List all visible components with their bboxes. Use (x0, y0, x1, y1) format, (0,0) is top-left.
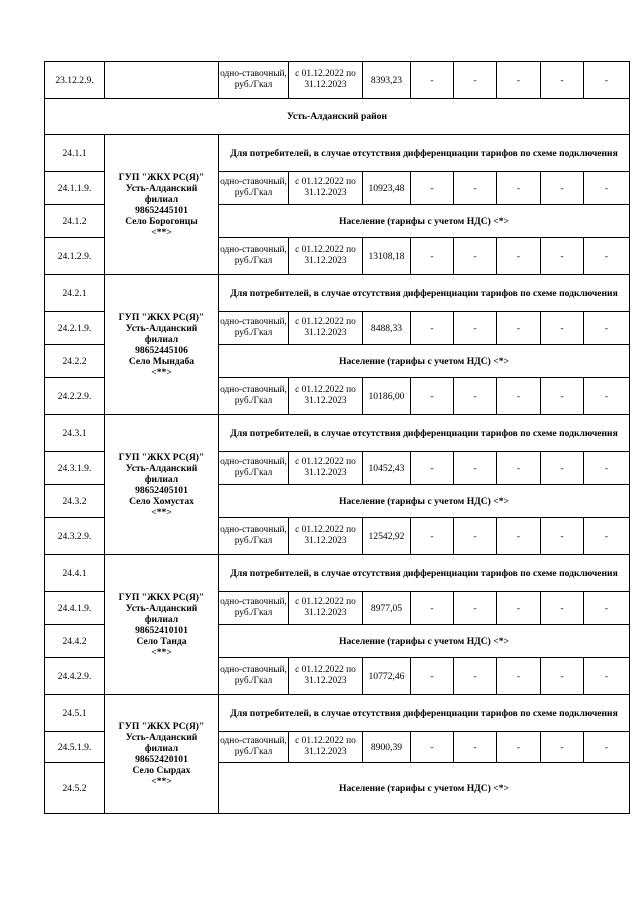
dash-cell: - (497, 592, 541, 625)
row-code: 24.2.2 (45, 345, 105, 378)
table-row (45, 415, 630, 452)
table-row (45, 695, 630, 732)
dash-cell: - (584, 658, 630, 695)
period-cell: с 01.12.2022 по 31.12.2023 (289, 238, 363, 275)
dash-cell: - (411, 452, 454, 485)
tariff-value: 10186,00 (363, 378, 411, 415)
category-consumers: Для потребителей, в случае отсутствия дифференциации тарифов по схеме подключения (219, 275, 630, 312)
dash-cell: - (411, 312, 454, 345)
dash-cell: - (411, 592, 454, 625)
dash-cell: - (584, 378, 630, 415)
dash-cell: - (497, 658, 541, 695)
table-body (45, 62, 630, 814)
row-code: 24.1.1.9. (45, 172, 105, 205)
dash-cell: - (584, 732, 630, 763)
row-code: 24.5.1 (45, 695, 105, 732)
org-cell (105, 555, 219, 695)
org-line: Село Мындаба (128, 355, 195, 367)
org-line: Усть-Алданский (125, 182, 198, 194)
org-line: <**> (151, 366, 172, 378)
org-line: 98652410101 (135, 624, 188, 636)
org-line: филиал (144, 613, 179, 625)
org-line: 98652405101 (135, 484, 188, 496)
table-row (45, 135, 630, 172)
org-line: ГУП "ЖКХ РС(Я)" (118, 311, 205, 323)
dash-cell: - (541, 732, 584, 763)
row-code: 24.2.2.9. (45, 378, 105, 415)
dash-cell: - (411, 732, 454, 763)
dash-cell: - (497, 62, 541, 99)
org-line: <**> (151, 776, 172, 787)
table-row (45, 62, 630, 99)
period-cell: с 01.12.2022 по 31.12.2023 (289, 312, 363, 345)
org-cell (105, 415, 219, 555)
row-code: 24.5.2 (45, 763, 105, 814)
dash-cell: - (497, 732, 541, 763)
category-consumers: Для потребителей, в случае отсутствия дифференциации тарифов по схеме подключения (219, 555, 630, 592)
tariff-value: 8900,39 (363, 732, 411, 763)
tariff-value: 8393,23 (363, 62, 411, 99)
period-cell: с 01.12.2022 по 31.12.2023 (289, 658, 363, 695)
dash-cell: - (541, 172, 584, 205)
org-line: 98652445106 (135, 344, 188, 356)
unit-cell: одно-ставочный, руб./Гкал (219, 62, 289, 99)
org-line: Село Хомустах (129, 495, 194, 507)
unit-cell: одно-ставочный, руб./Гкал (219, 518, 289, 555)
dash-cell: - (541, 592, 584, 625)
dash-cell: - (411, 238, 454, 275)
dash-cell: - (411, 172, 454, 205)
dash-cell: - (454, 378, 497, 415)
row-code: 24.2.1 (45, 275, 105, 312)
row-code: 24.3.1.9. (45, 452, 105, 485)
org-line: Село Борогонцы (125, 215, 198, 227)
org-line: филиал (144, 473, 179, 485)
org-line: 98652420101 (135, 754, 188, 765)
period-cell: с 01.12.2022 по 31.12.2023 (289, 732, 363, 763)
dash-cell: - (584, 62, 630, 99)
org-line: филиал (144, 743, 179, 754)
dash-cell: - (454, 658, 497, 695)
tariff-value: 10923,48 (363, 172, 411, 205)
tariff-value: 13108,18 (363, 238, 411, 275)
org-line: филиал (144, 193, 179, 205)
period-cell: с 01.12.2022 по 31.12.2023 (289, 172, 363, 205)
org-line: ГУП "ЖКХ РС(Я)" (118, 591, 205, 603)
org-line: <**> (151, 646, 172, 658)
dash-cell: - (411, 62, 454, 99)
dash-cell: - (541, 518, 584, 555)
row-code: 24.5.1.9. (45, 732, 105, 763)
org-cell (105, 135, 219, 275)
row-code: 24.3.2.9. (45, 518, 105, 555)
dash-cell: - (584, 312, 630, 345)
period-cell: с 01.12.2022 по 31.12.2023 (289, 452, 363, 485)
row-code: 24.3.1 (45, 415, 105, 452)
row-code: 24.4.2.9. (45, 658, 105, 695)
district-row (45, 99, 630, 135)
dash-cell: - (454, 62, 497, 99)
dash-cell: - (584, 452, 630, 485)
dash-cell: - (541, 452, 584, 485)
dash-cell: - (541, 238, 584, 275)
org-line: Усть-Алданский (125, 462, 198, 474)
tariff-value: 12542,92 (363, 518, 411, 555)
dash-cell: - (584, 518, 630, 555)
dash-cell: - (497, 172, 541, 205)
category-population: Население (тарифы с учетом НДС) <*> (219, 485, 630, 518)
org-line: <**> (151, 506, 172, 518)
unit-cell: одно-ставочный, руб./Гкал (219, 238, 289, 275)
dash-cell: - (497, 378, 541, 415)
table-row (45, 275, 630, 312)
tariff-value: 8977,05 (363, 592, 411, 625)
dash-cell: - (454, 732, 497, 763)
period-cell: с 01.12.2022 по 31.12.2023 (289, 592, 363, 625)
dash-cell: - (454, 518, 497, 555)
tariff-value: 10452,43 (363, 452, 411, 485)
dash-cell: - (411, 658, 454, 695)
dash-cell: - (411, 378, 454, 415)
dash-cell: - (541, 312, 584, 345)
period-cell: с 01.12.2022 по 31.12.2023 (289, 378, 363, 415)
dash-cell: - (584, 172, 630, 205)
category-consumers: Для потребителей, в случае отсутствия дифференциации тарифов по схеме подключения (219, 415, 630, 452)
dash-cell: - (541, 658, 584, 695)
unit-cell: одно-ставочный, руб./Гкал (219, 452, 289, 485)
org-line: Село Танда (136, 635, 187, 647)
org-line: филиал (144, 333, 179, 345)
row-code: 24.4.2 (45, 625, 105, 658)
row-code: 24.2.1.9. (45, 312, 105, 345)
unit-cell: одно-ставочный, руб./Гкал (219, 172, 289, 205)
district-title: Усть-Алданский район (45, 99, 630, 135)
dash-cell: - (454, 238, 497, 275)
row-code: 24.1.2.9. (45, 238, 105, 275)
dash-cell: - (454, 592, 497, 625)
unit-cell: одно-ставочный, руб./Гкал (219, 312, 289, 345)
org-line: ГУП "ЖКХ РС(Я)" (118, 451, 205, 463)
tariff-table (44, 61, 630, 814)
category-population: Население (тарифы с учетом НДС) <*> (219, 205, 630, 238)
org-cell (105, 62, 219, 99)
dash-cell: - (454, 452, 497, 485)
org-line: Усть-Алданский (125, 322, 198, 334)
unit-cell: одно-ставочный, руб./Гкал (219, 592, 289, 625)
dash-cell: - (541, 62, 584, 99)
unit-cell: одно-ставочный, руб./Гкал (219, 732, 289, 763)
category-population: Население (тарифы с учетом НДС) <*> (219, 763, 630, 814)
category-consumers: Для потребителей, в случае отсутствия дифференциации тарифов по схеме подключения (219, 135, 630, 172)
period-cell: с 01.12.2022 по 31.12.2023 (289, 518, 363, 555)
org-line: 98652445101 (135, 204, 188, 216)
dash-cell: - (584, 592, 630, 625)
org-line: ГУП "ЖКХ РС(Я)" (118, 171, 205, 183)
table-row (45, 555, 630, 592)
tariff-value: 8488,33 (363, 312, 411, 345)
org-line: Усть-Алданский (125, 732, 198, 743)
dash-cell: - (454, 172, 497, 205)
dash-cell: - (411, 518, 454, 555)
row-code: 24.4.1 (45, 555, 105, 592)
org-line: ГУП "ЖКХ РС(Я)" (118, 721, 205, 732)
dash-cell: - (454, 312, 497, 345)
unit-cell: одно-ставочный, руб./Гкал (219, 658, 289, 695)
dash-cell: - (497, 518, 541, 555)
row-code: 24.4.1.9. (45, 592, 105, 625)
period-cell: с 01.12.2022 по 31.12.2023 (289, 62, 363, 99)
org-line: Усть-Алданский (125, 602, 198, 614)
org-cell (105, 275, 219, 415)
row-code: 23.12.2.9. (45, 62, 105, 99)
category-consumers: Для потребителей, в случае отсутствия дифференциации тарифов по схеме подключения (219, 695, 630, 732)
org-line: Село Сырдах (132, 765, 191, 776)
row-code: 24.1.1 (45, 135, 105, 172)
row-code: 24.1.2 (45, 205, 105, 238)
tariff-value: 10772,46 (363, 658, 411, 695)
dash-cell: - (497, 312, 541, 345)
category-population: Население (тарифы с учетом НДС) <*> (219, 345, 630, 378)
org-line: <**> (151, 226, 172, 238)
dash-cell: - (497, 452, 541, 485)
category-population: Население (тарифы с учетом НДС) <*> (219, 625, 630, 658)
unit-cell: одно-ставочный, руб./Гкал (219, 378, 289, 415)
dash-cell: - (497, 238, 541, 275)
row-code: 24.3.2 (45, 485, 105, 518)
dash-cell: - (584, 238, 630, 275)
dash-cell: - (541, 378, 584, 415)
org-cell (105, 695, 219, 814)
